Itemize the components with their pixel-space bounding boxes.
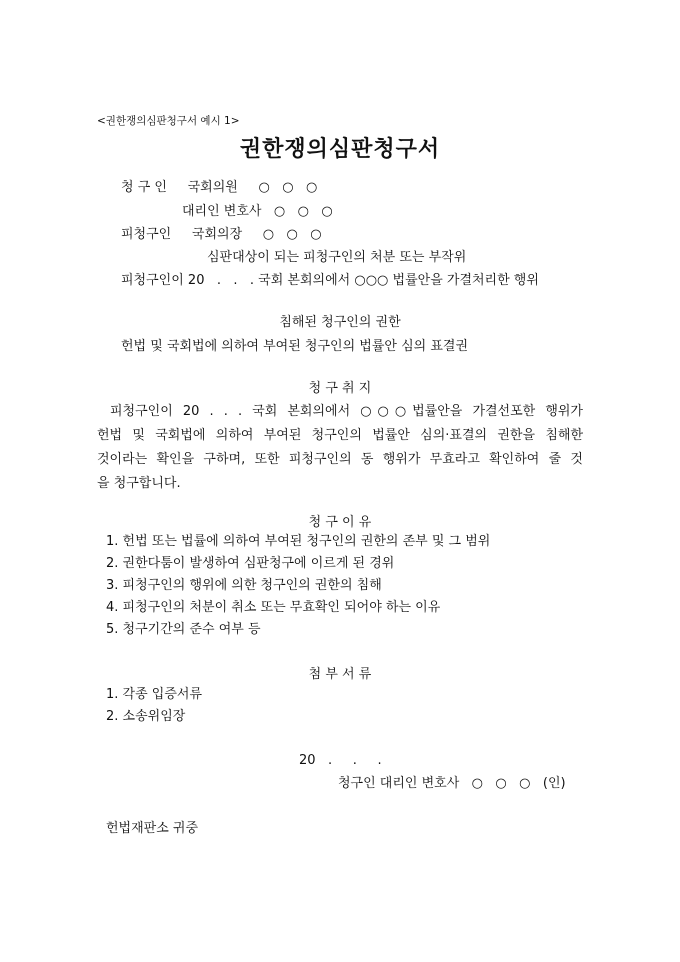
list-item: 3. 피청구인의 행위에 의한 청구인의 권한의 침해 — [106, 578, 382, 593]
list-item: 1. 각종 입증서류 — [106, 687, 203, 702]
purpose-line-2: 헌법 및 국회법에 의하여 부여된 청구인의 법률안 심의·표결의 권한을 침해한 — [97, 428, 583, 443]
respondent-line: 피청구인 국회의장 ○ ○ ○ — [121, 227, 322, 242]
attachments-list — [106, 684, 202, 728]
subject-heading: 심판대상이 되는 피청구인의 처분 또는 부작위 — [207, 250, 467, 265]
infringed-text: 헌법 및 국회법에 의하여 부여된 청구인의 법률안 심의 표결권 — [121, 339, 469, 354]
document-title: 권한쟁의심판청구서 — [239, 137, 441, 162]
claimant-line: 청 구 인 국회의원 ○ ○ ○ — [121, 180, 318, 195]
list-item: 4. 피청구인의 처분이 취소 또는 무효확인 되어야 하는 이유 — [106, 600, 441, 615]
purpose-line-3: 것이라는 확인을 구하며, 또한 피청구인의 동 행위가 무효라고 확인하여 줄 것 — [97, 452, 583, 467]
reasons-heading: 청 구 이 유 — [308, 515, 372, 530]
list-item: 2. 권한다툼이 발생하여 심판청구에 이르게 된 경위 — [106, 556, 395, 571]
example-label: <권한쟁의심판청구서 예시 1> — [97, 115, 240, 127]
date-line: 20 . . . — [299, 753, 382, 768]
purpose-line-4: 을 청구합니다. — [97, 476, 181, 491]
list-item: 2. 소송위임장 — [106, 709, 186, 724]
signature-line: 청구인 대리인 변호사 ○ ○ ○ (인) — [338, 776, 566, 791]
addressee: 헌법재판소 귀중 — [106, 821, 199, 836]
agent-line: 대리인 변호사 ○ ○ ○ — [182, 204, 333, 219]
list-item: 5. 청구기간의 준수 여부 등 — [106, 622, 261, 637]
list-item: 1. 헌법 또는 법률에 의하여 부여된 청구인의 권한의 존부 및 그 범위 — [106, 534, 491, 549]
subject-text: 피청구인이 20 . . . 국회 본회의에서 ○○○ 법률안을 가결처리한 행위 — [121, 273, 539, 288]
purpose-line-1: 피청구인이 20 . . . 국회 본회의에서 ○○○법률안을 가결선포한 행위가 — [110, 404, 583, 419]
reasons-list — [106, 531, 490, 641]
purpose-heading: 청 구 취 지 — [308, 381, 372, 396]
infringed-heading: 침해된 청구인의 권한 — [279, 315, 401, 330]
attachments-heading: 첨 부 서 류 — [308, 667, 372, 682]
